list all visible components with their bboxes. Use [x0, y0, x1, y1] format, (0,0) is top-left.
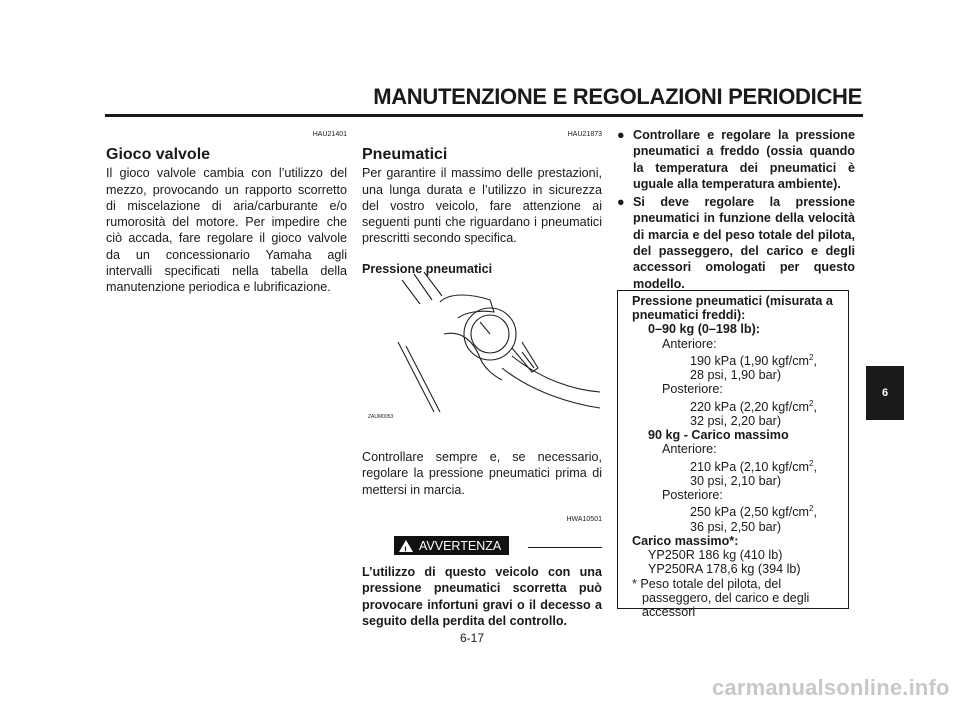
warning-code: HWA10501 [566, 515, 602, 523]
spec-range: 0–90 kg (0–198 lb): [648, 322, 761, 337]
section-body: Il gioco valvole cambia con l’utilizzo del mezzo, provocando un rapporto scorretto di miscelazione di aria/carburante e/o rumorosità del motore. Per impedire che ciò accada, fare regolare il gioco valvole da un concessionario Yamaha agli intervalli specificati nella tabella della manutenzione periodica e lubrificazione. [106, 166, 347, 295]
page-header-title: MANUTENZIONE E REGOLAZIONI PERIODICHE [373, 84, 862, 109]
section-heading: Pneumatici [362, 146, 448, 164]
spec-rear-label: Posteriore: [662, 382, 723, 397]
bullet-dot-icon: ● [617, 195, 625, 210]
middle-column [362, 127, 602, 277]
spec-max-value: YP250RA 178,6 kg (394 lb) [648, 562, 801, 577]
spec-value: 190 kPa (1,90 kgf/$cm^2$, [690, 352, 817, 368]
spec-rear-label: Posteriore: [662, 488, 723, 503]
header-rule [105, 114, 863, 117]
right-column [617, 127, 855, 292]
section-code: HAU21873 [567, 131, 602, 138]
middle-column-lower [362, 449, 602, 629]
watermark: carmanualsonline.info [712, 675, 950, 700]
spec-value: 36 psi, 2,50 bar) [690, 519, 782, 534]
spec-footnote: * Peso totale del pilota, del passeggero, del carico e degli accessori [632, 576, 810, 620]
warning-text: L’utilizzo di questo veicolo con una pressione pneumatici scorretta può provocare infortuni gravi o il decesso a seguito della perdita del controllo. [362, 565, 602, 629]
spec-range: 90 kg - Carico massimo [648, 428, 789, 443]
section-heading: Gioco valvole [106, 146, 211, 164]
section-intro: Per garantire il massimo delle prestazioni, una lunga durata e l’utilizzo in sicurezza del vostro veicolo, fare attenzione ai seguenti punti che riguardano i pneumatici prescritti secondo specifica. [362, 166, 602, 246]
chapter-tab: 6 [866, 366, 904, 420]
spec-value: 28 psi, 1,90 bar) [690, 368, 782, 383]
spec-front-label: Anteriore: [662, 336, 717, 351]
subheading: Pressione pneumatici [362, 261, 493, 276]
warning-label: AVVERTENZA [419, 538, 502, 553]
warning-rule [528, 547, 602, 548]
bullet-dot-icon: ● [617, 128, 625, 142]
spec-front-label: Anteriore: [662, 442, 717, 457]
page-number: 6-17 [460, 631, 485, 645]
section-code: HAU21401 [312, 131, 347, 138]
warning-badge [394, 536, 509, 555]
left-column [106, 127, 347, 296]
spec-value: 250 kPa (2,50 kgf/$cm^2$, [690, 504, 817, 520]
spec-title: Pressione pneumatici (misurata a pneumatici freddi): [632, 294, 833, 323]
tire-gauge-illustration [362, 272, 602, 422]
bullet-item: ● Si deve regolare la pressione pneumatici in funzione della velocità di marcia e del peso totale del pilota, del passeggero, del carico e degli accessori omologati per questo modello. [617, 195, 855, 291]
spec-value: 30 psi, 2,10 bar) [690, 474, 782, 488]
check-text: Controllare sempre e, se necessario, regolare la pressione pneumatici prima di mettersi in marcia. [362, 450, 602, 497]
spec-value: 32 psi, 2,20 bar) [690, 414, 782, 428]
spec-value: 220 kPa (2,20 kgf/$cm^2$, [690, 398, 817, 414]
spec-max-value: YP250R 186 kg (410 lb) [648, 548, 783, 563]
spec-value: 210 kPa (2,10 kgf/$cm^2$, [690, 458, 817, 474]
warning-header [362, 536, 602, 556]
warning-triangle-icon: ! [399, 540, 413, 552]
bullet-item: ● Controllare e regolare la pressione pneumatici a freddo (ossia quando la temperatura dei pneumatici è uguale alla temperatura ambiente). [617, 128, 855, 191]
spec-max-load-label: Carico massimo*: [632, 534, 739, 548]
tire-pressure-spec-box [617, 290, 849, 620]
figure-code: ZAUM0053 [368, 414, 394, 420]
